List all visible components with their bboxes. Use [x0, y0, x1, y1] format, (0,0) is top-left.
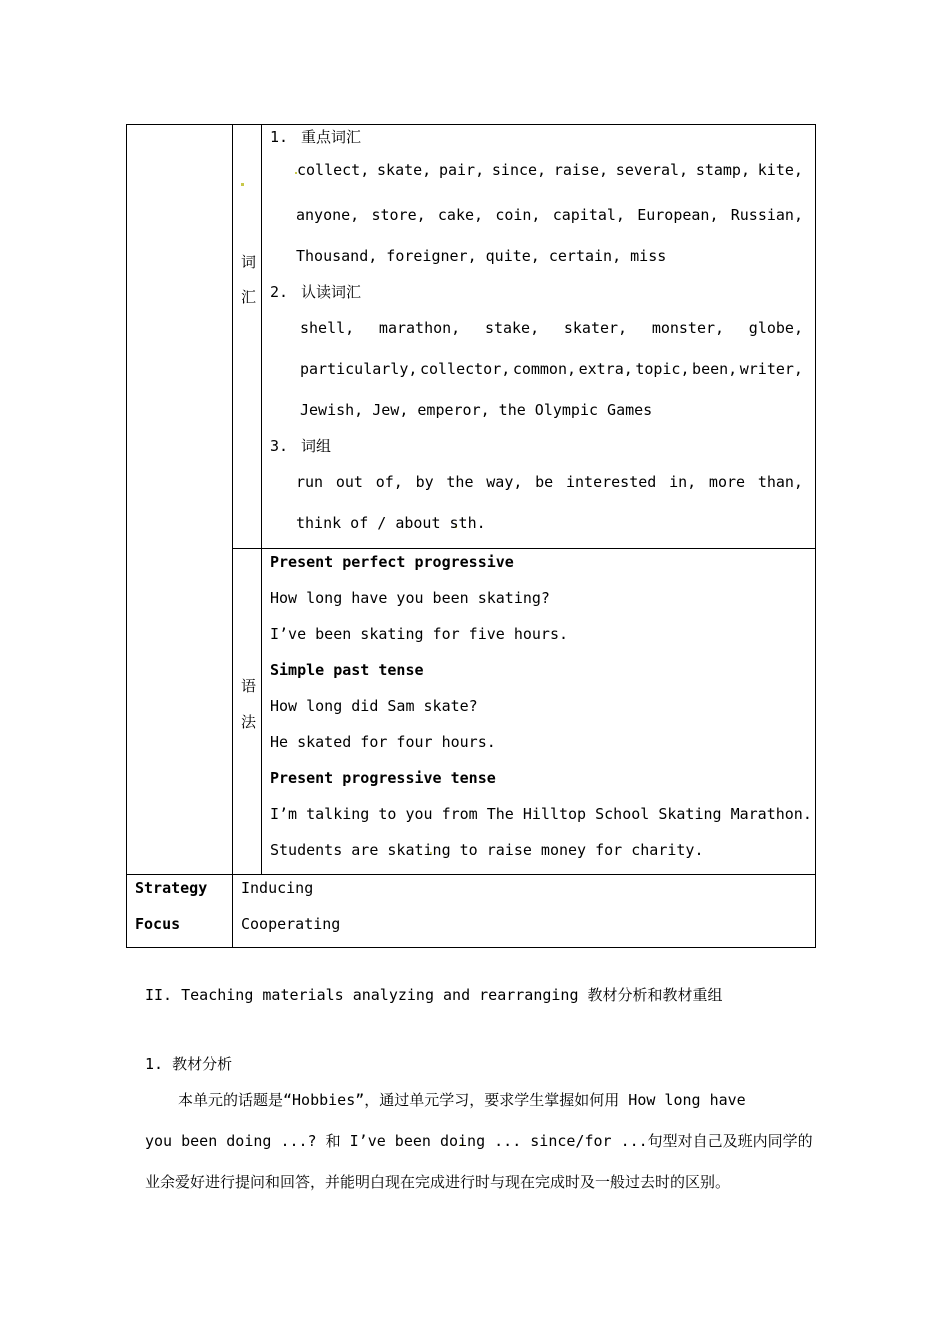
grammar-example: Students are skating to raise money for charity.	[270, 841, 704, 859]
vocab-word: stamp,	[695, 161, 750, 179]
phrase-word: than,	[757, 473, 803, 491]
vocab-word: kite,	[757, 161, 803, 179]
grammar-example: He skated for four hours.	[270, 733, 496, 751]
subsection-heading: 1. 教材分析	[145, 1055, 233, 1073]
grammar-example: I’ve been skating for five hours.	[270, 625, 569, 643]
vocab-s3-number: 3.	[270, 437, 289, 455]
phrase-word: in,	[669, 473, 697, 491]
vocab-s2-row	[300, 360, 803, 378]
vocab-s3-row	[296, 473, 803, 491]
phrase-word: out	[335, 473, 363, 491]
phrase-word: by	[415, 473, 434, 491]
grammar-heading: Simple past tense	[270, 661, 424, 679]
vocab-label-char1: 词	[241, 253, 257, 271]
vocab-word: collector,	[419, 360, 511, 378]
vocab-word: common,	[512, 360, 577, 378]
table-border-bottom	[126, 947, 816, 948]
vocab-word: European,	[637, 206, 719, 224]
vocab-s2-number: 2.	[270, 283, 289, 301]
phrase-word: run	[296, 473, 324, 491]
table-border-col2	[261, 124, 262, 875]
table-border-col1	[232, 124, 233, 948]
vocab-word: writer,	[739, 360, 803, 378]
vocab-word: particularly,	[300, 360, 418, 378]
paragraph-line: 本单元的话题是“Hobbies”，通过单元学习，要求学生掌握如何用 How long have	[178, 1091, 746, 1109]
grammar-heading: Present progressive tense	[270, 769, 496, 787]
vocab-word: topic,	[635, 360, 690, 378]
grammar-example: How long did Sam skate?	[270, 697, 478, 715]
vocab-word: extra,	[578, 360, 633, 378]
table-border-strategy	[126, 874, 816, 875]
table-border-mid	[232, 548, 816, 549]
vocab-label-char2: 汇	[241, 288, 257, 306]
vocab-word: Russian,	[730, 206, 803, 224]
vocab-word: several,	[615, 161, 689, 179]
strategy-item: Inducing	[241, 879, 314, 897]
vocab-word: globe,	[748, 319, 803, 337]
phrase-word: be	[535, 473, 554, 491]
section-heading: II. Teaching materials analyzing and rearranging 教材分析和教材重组	[145, 986, 723, 1004]
phrase-word: of,	[375, 473, 403, 491]
vocab-word: skater,	[563, 319, 628, 337]
grammar-example: How long have you been skating?	[270, 589, 550, 607]
vocab-s2-last-line: Jewish, Jew, emperor, the Olympic Games	[300, 401, 653, 419]
table-border-top	[126, 124, 816, 125]
grammar-label-char2: 法	[241, 713, 257, 731]
grammar-heading: Present perfect progressive	[270, 553, 514, 571]
strategy-label-line1: Strategy	[135, 879, 208, 897]
phrase-word: the	[446, 473, 474, 491]
vocab-word: store,	[371, 206, 426, 224]
paragraph-line: 业余爱好进行提问和回答，并能明白现在完成进行时与现在完成时及一般过去时的区别。	[145, 1173, 731, 1191]
vocab-word: raise,	[553, 161, 609, 179]
vocab-word: pair,	[438, 161, 485, 179]
vocab-s1-row	[296, 206, 803, 224]
vocab-word: stake,	[484, 319, 540, 337]
phrase-word: more	[708, 473, 746, 491]
vocab-s2-title: 认读词汇	[301, 283, 362, 301]
phrase-word: way,	[486, 473, 523, 491]
vocab-s1-row	[297, 161, 803, 179]
mark-dot	[241, 183, 244, 186]
grammar-example: I’m talking to you from The Hilltop School Skating Marathon.	[270, 805, 812, 823]
vocab-s2-row	[300, 319, 803, 337]
vocab-word: marathon,	[378, 319, 461, 337]
strategy-item: Cooperating	[241, 915, 341, 933]
vocab-s1-number: 1.	[270, 128, 289, 146]
vocab-word: anyone,	[296, 206, 360, 224]
vocab-s3-last-line: think of / about sth.	[296, 514, 486, 532]
vocab-s3-title: 词组	[301, 437, 332, 455]
vocab-word: collect,	[297, 161, 370, 179]
grammar-label-char1: 语	[241, 677, 257, 695]
vocab-word: since,	[491, 161, 547, 179]
paragraph-line: you been doing ...? 和 I’ve been doing ... since/for ...句型对自己及班内同学的	[145, 1132, 813, 1150]
vocab-s1-last-line: Thousand, foreigner, quite, certain, miss	[296, 247, 667, 265]
vocab-word: coin,	[495, 206, 541, 224]
vocab-word: shell,	[300, 319, 355, 337]
vocab-word: capital,	[552, 206, 625, 224]
vocab-word: been,	[692, 360, 738, 378]
vocab-s1-title: 重点词汇	[301, 128, 362, 146]
table-border-left	[126, 124, 127, 948]
strategy-label-line2: Focus	[135, 915, 181, 933]
phrase-word: interested	[565, 473, 657, 491]
vocab-word: skate,	[377, 161, 432, 179]
vocab-word: cake,	[437, 206, 484, 224]
table-border-right	[815, 124, 816, 948]
vocab-word: monster,	[651, 319, 725, 337]
